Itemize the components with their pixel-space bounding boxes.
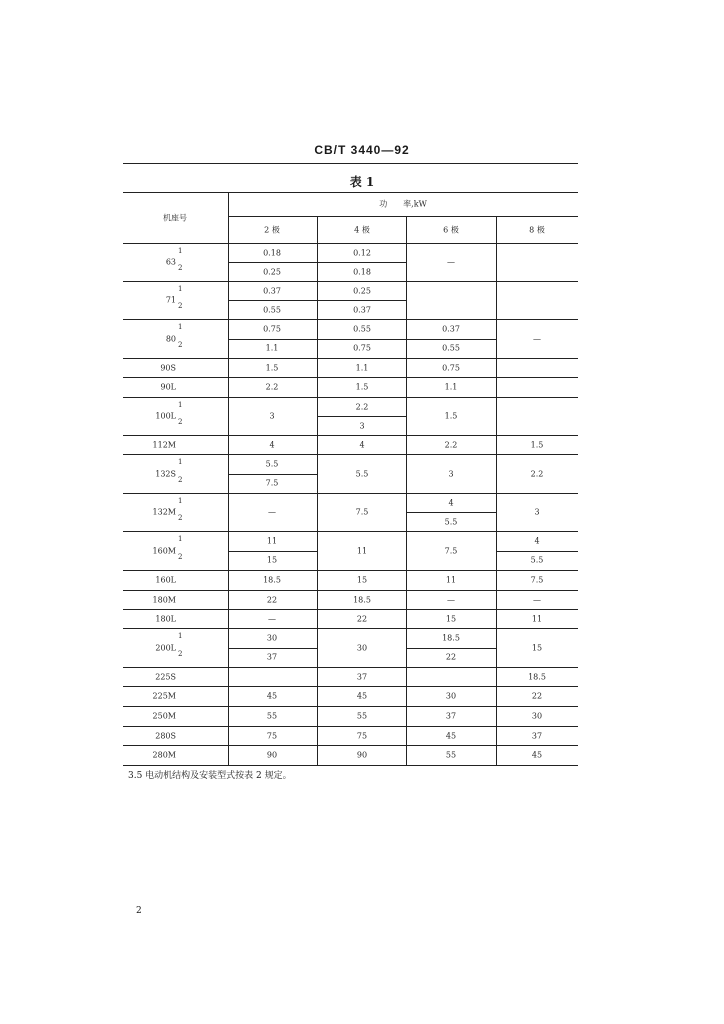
frame-size-label: 180L [155,614,176,623]
row-rule [123,745,578,746]
power-value: 7.5 [355,507,369,517]
power-value: 30 [266,633,278,643]
frame-size-label: 225M [152,691,176,701]
power-value: 0.25 [353,286,371,295]
split-rule [317,300,406,301]
power-value: 0.18 [353,267,371,276]
frame-size-label: 180M [152,595,176,604]
power-value: 5.5 [530,555,544,565]
power-value: 0.75 [263,324,281,334]
document-header: CB/T 3440—92 [314,143,410,157]
header-pole-2: 4 极 [354,225,370,235]
power-value: 4 [359,440,365,449]
power-value: 22 [531,691,543,701]
pole-column-rule [406,216,407,765]
power-value: 5.5 [265,459,279,469]
split-rule [228,648,317,649]
power-value: 55 [445,750,457,760]
power-value: 0.75 [353,343,371,353]
row-rule [123,590,578,591]
header-pole-3: 6 极 [443,225,459,235]
power-value: 5.5 [444,517,458,526]
power-value: 45 [445,731,457,740]
frame-size-label: 280S [155,731,176,740]
power-value: 3 [534,507,540,517]
power-value: 1.1 [265,343,279,353]
power-value: 1.1 [444,382,458,392]
frame-size-label: 90L [160,382,176,392]
power-value: 0.55 [263,305,281,314]
row-rule [123,570,578,571]
power-value: 22 [445,652,457,662]
power-value: 4 [534,536,540,546]
power-value: 55 [266,711,278,721]
power-value: 2.2 [444,440,458,449]
power-value: 18.5 [353,595,371,604]
split-rule [228,474,317,475]
header-power-kw: 功 率,kW [379,199,427,209]
frame-column-rule [228,192,229,765]
frame-sub-index: 2 [178,649,183,658]
row-rule [123,435,578,436]
power-value: 18.5 [263,575,281,585]
frame-size-label: 112M [152,440,176,449]
frame-size-label: 160L [155,575,176,585]
power-value: 7.5 [530,575,544,585]
frame-sub-index: 2 [178,514,183,522]
page-number: 2 [136,906,142,916]
power-value: 1.5 [530,440,544,449]
power-value: 75 [266,731,278,740]
table-title: 表 1 [349,175,375,189]
power-value: 1.5 [444,411,458,421]
frame-size-label: 100L [155,411,176,421]
row-rule [123,493,578,494]
header-frame-size: 机座号 [163,213,187,223]
split-rule [317,262,406,263]
power-value: 90 [266,750,278,760]
power-value: 0.25 [263,267,281,276]
power-value: 22 [356,614,368,623]
split-rule [406,512,496,513]
frame-sub-index: 1 [178,458,183,466]
split-rule [406,648,496,649]
frame-size-label: 250M [152,711,176,721]
power-value: 0.37 [263,286,281,295]
power-value: 1.1 [355,363,369,372]
frame-size-label: 90S [160,363,176,372]
power-value: 2.2 [265,382,279,392]
power-value: 37 [445,711,457,721]
power-value: 18.5 [442,633,460,643]
split-rule [228,262,317,263]
frame-size-label: 63 [165,257,176,267]
split-rule [406,339,496,340]
header-bottom-rule [123,243,578,244]
power-value: — [533,334,541,343]
row-rule [123,454,578,455]
row-rule [123,319,578,320]
frame-sub-index: 1 [178,497,183,505]
row-rule [123,358,578,359]
power-value: 90 [356,750,368,760]
power-value: 11 [445,575,457,585]
power-value: — [447,595,455,604]
header-pole-1: 2 极 [264,225,280,235]
power-value: 3 [269,411,275,421]
split-rule [496,551,578,552]
power-value: 11 [266,536,278,546]
frame-sub-index: 1 [178,323,183,331]
power-value: 45 [266,691,278,701]
split-rule [228,551,317,552]
power-value: — [447,257,455,267]
split-rule [228,300,317,301]
split-rule [228,339,317,340]
power-value: — [268,614,276,623]
power-value: 7.5 [265,478,279,488]
row-rule [123,706,578,707]
power-value: 45 [356,691,368,701]
power-value: 75 [356,731,368,740]
note-text: 3.5 电动机结构及安装型式按表 2 规定。 [128,771,292,781]
frame-sub-index: 2 [178,340,183,349]
row-rule [123,686,578,687]
split-rule [317,416,406,417]
power-value: 30 [356,643,368,652]
frame-sub-index: 2 [178,302,183,310]
frame-size-label: 132S [155,469,176,478]
frame-sub-index: 2 [178,475,183,484]
power-value: 30 [531,711,543,721]
frame-sub-index: 1 [178,401,183,409]
power-value: 0.18 [263,248,281,257]
frame-size-label: 71 [165,295,176,305]
power-value: 4 [269,440,275,449]
power-value: 3 [359,421,365,430]
frame-sub-index: 2 [178,552,183,561]
power-value: 11 [356,546,368,555]
power-value: 0.55 [353,324,371,334]
power-value: — [268,507,276,517]
frame-size-label: 132M [152,507,176,517]
frame-size-label: 225S [155,672,176,681]
row-rule [123,531,578,532]
power-value: 55 [356,711,368,721]
power-value: 11 [531,614,543,623]
row-rule [123,667,578,668]
power-value: 7.5 [444,546,458,555]
power-value: 15 [445,614,457,623]
frame-size-label: 80 [165,334,176,343]
power-value: 1.5 [355,382,369,392]
frame-sub-index: 1 [178,535,183,543]
power-value: 5.5 [355,469,369,478]
frame-size-label: 200L [155,643,176,652]
row-rule [123,397,578,398]
frame-size-label: 280M [152,750,176,760]
row-rule [123,765,578,766]
power-value: 22 [266,595,278,604]
power-value: 0.55 [442,343,460,353]
row-rule [123,726,578,727]
power-value: 18.5 [528,672,546,681]
power-value: 45 [531,750,543,760]
frame-sub-index: 2 [178,418,183,426]
power-value: 15 [356,575,368,585]
power-value: 37 [531,731,543,740]
power-header-rule [228,216,578,217]
power-value: 30 [445,691,457,701]
power-value: 2.2 [355,402,369,411]
header-pole-4: 8 极 [529,225,545,235]
power-value: 37 [356,672,368,681]
power-value: 0.12 [353,248,371,257]
pole-column-rule [317,216,318,765]
frame-size-label: 160M [152,546,176,555]
table-top-rule [123,192,578,193]
power-value: 15 [266,555,278,565]
pole-column-rule [496,216,497,765]
power-value: 4 [448,498,454,507]
row-rule [123,609,578,610]
header-rule [123,163,578,164]
frame-sub-index: 2 [178,264,183,272]
split-rule [317,339,406,340]
power-value: — [533,595,541,604]
power-value: 1.5 [265,363,279,372]
frame-sub-index: 1 [178,285,183,293]
power-value: 0.37 [353,305,371,314]
power-value: 0.37 [442,324,460,334]
power-value: 3 [448,469,454,478]
power-value: 0.75 [442,363,460,372]
frame-sub-index: 1 [178,247,183,255]
power-value: 37 [266,652,278,662]
row-rule [123,377,578,378]
frame-sub-index: 1 [178,632,183,640]
row-rule [123,281,578,282]
power-value: 2.2 [530,469,544,478]
power-value: 15 [531,643,543,652]
row-rule [123,628,578,629]
